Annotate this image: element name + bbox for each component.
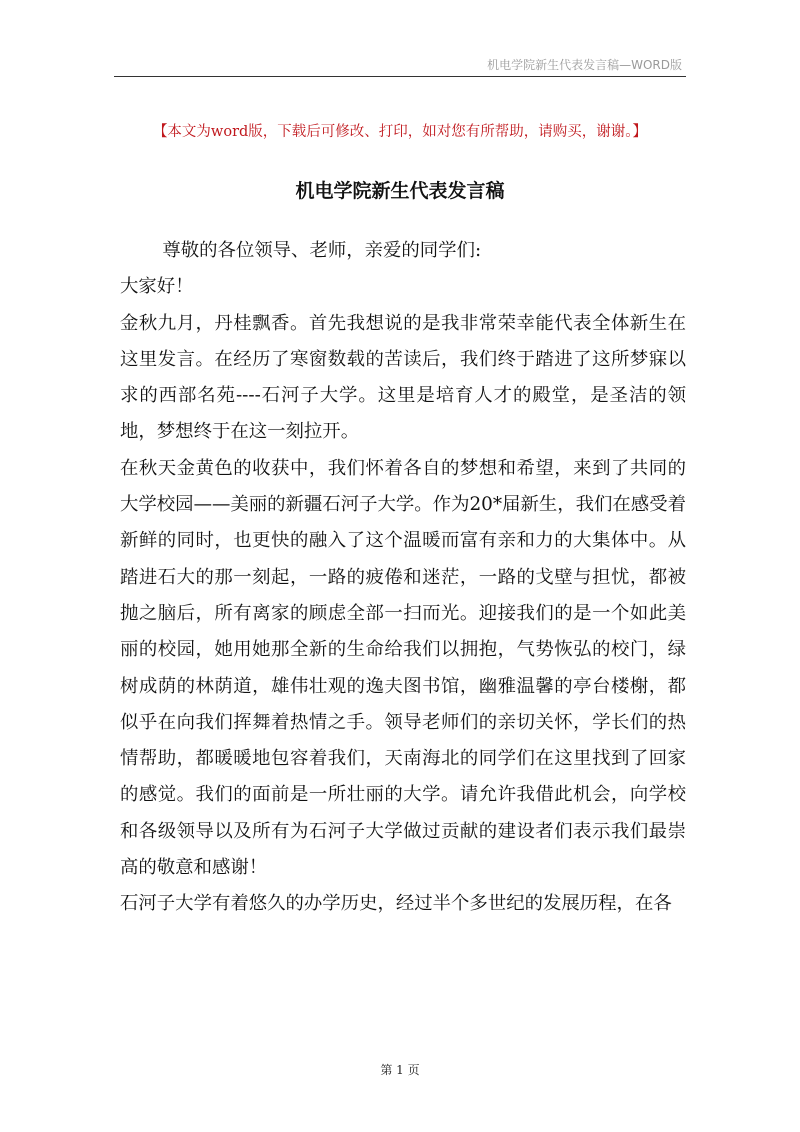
header-divider [114, 76, 686, 77]
greeting-paragraph: 大家好！ [120, 276, 194, 298]
body-paragraph: 在秋天金黄色的收获中，我们怀着各自的梦想和希望，来到了共同的大学校园——美丽的新疆石河子大学。作为20*届新生，我们在感受着新鲜的同时，也更快的融入了这个温暖而富有亲和力的大集体中。从踏进石大的那一刻起，一路的疲倦和迷茫，一路的戈壁与担忧，都被抛之脑后，所有离家的顾虑全部一扫而光。迎接我们的是一个如此美丽的校园，她用她那全新的生命给我们以拥抱，气势恢弘的校门，绿树成荫的林荫道，雄伟壮观的逸夫图书馆，幽雅温馨的亭台楼榭，都似乎在向我们挥舞着热情之手。领导老师们的亲切关怀，学长们的热情帮助，都暖暖地包容着我们，天南海北的同学们在这里找到了回家的感觉。我们的面前是一所壮丽的大学。请允许我借此机会，向学校和各级领导以及所有为石河子大学做过贡献的建设者们表示我们最崇高的敬意和感谢！ [120, 457, 686, 879]
document-body [120, 233, 686, 923]
body-paragraph: 金秋九月，丹桂飘香。首先我想说的是我非常荣幸能代表全体新生在这里发言。在经历了寒窗数载的苦读后，我们终于踏进了这所梦寐以求的西部名苑----石河子大学。这里是培育人才的殿堂，是圣洁的领地，梦想终于在这一刻拉开。 [120, 312, 686, 443]
salutation-paragraph: 尊敬的各位领导、老师，亲爱的同学们: [162, 240, 482, 261]
purchase-notice: 【本文为word版，下载后可修改、打印，如对您有所帮助，请购买，谢谢。】 [152, 124, 648, 140]
document-title: 机电学院新生代表发言稿 [295, 180, 505, 202]
page-number: 第 1 页 [380, 1063, 420, 1077]
body-paragraph: 石河子大学有着悠久的办学历史，经过半个多世纪的发展历程，在各 [120, 893, 672, 915]
running-header: 机电学院新生代表发言稿—WORD版 [487, 58, 682, 72]
